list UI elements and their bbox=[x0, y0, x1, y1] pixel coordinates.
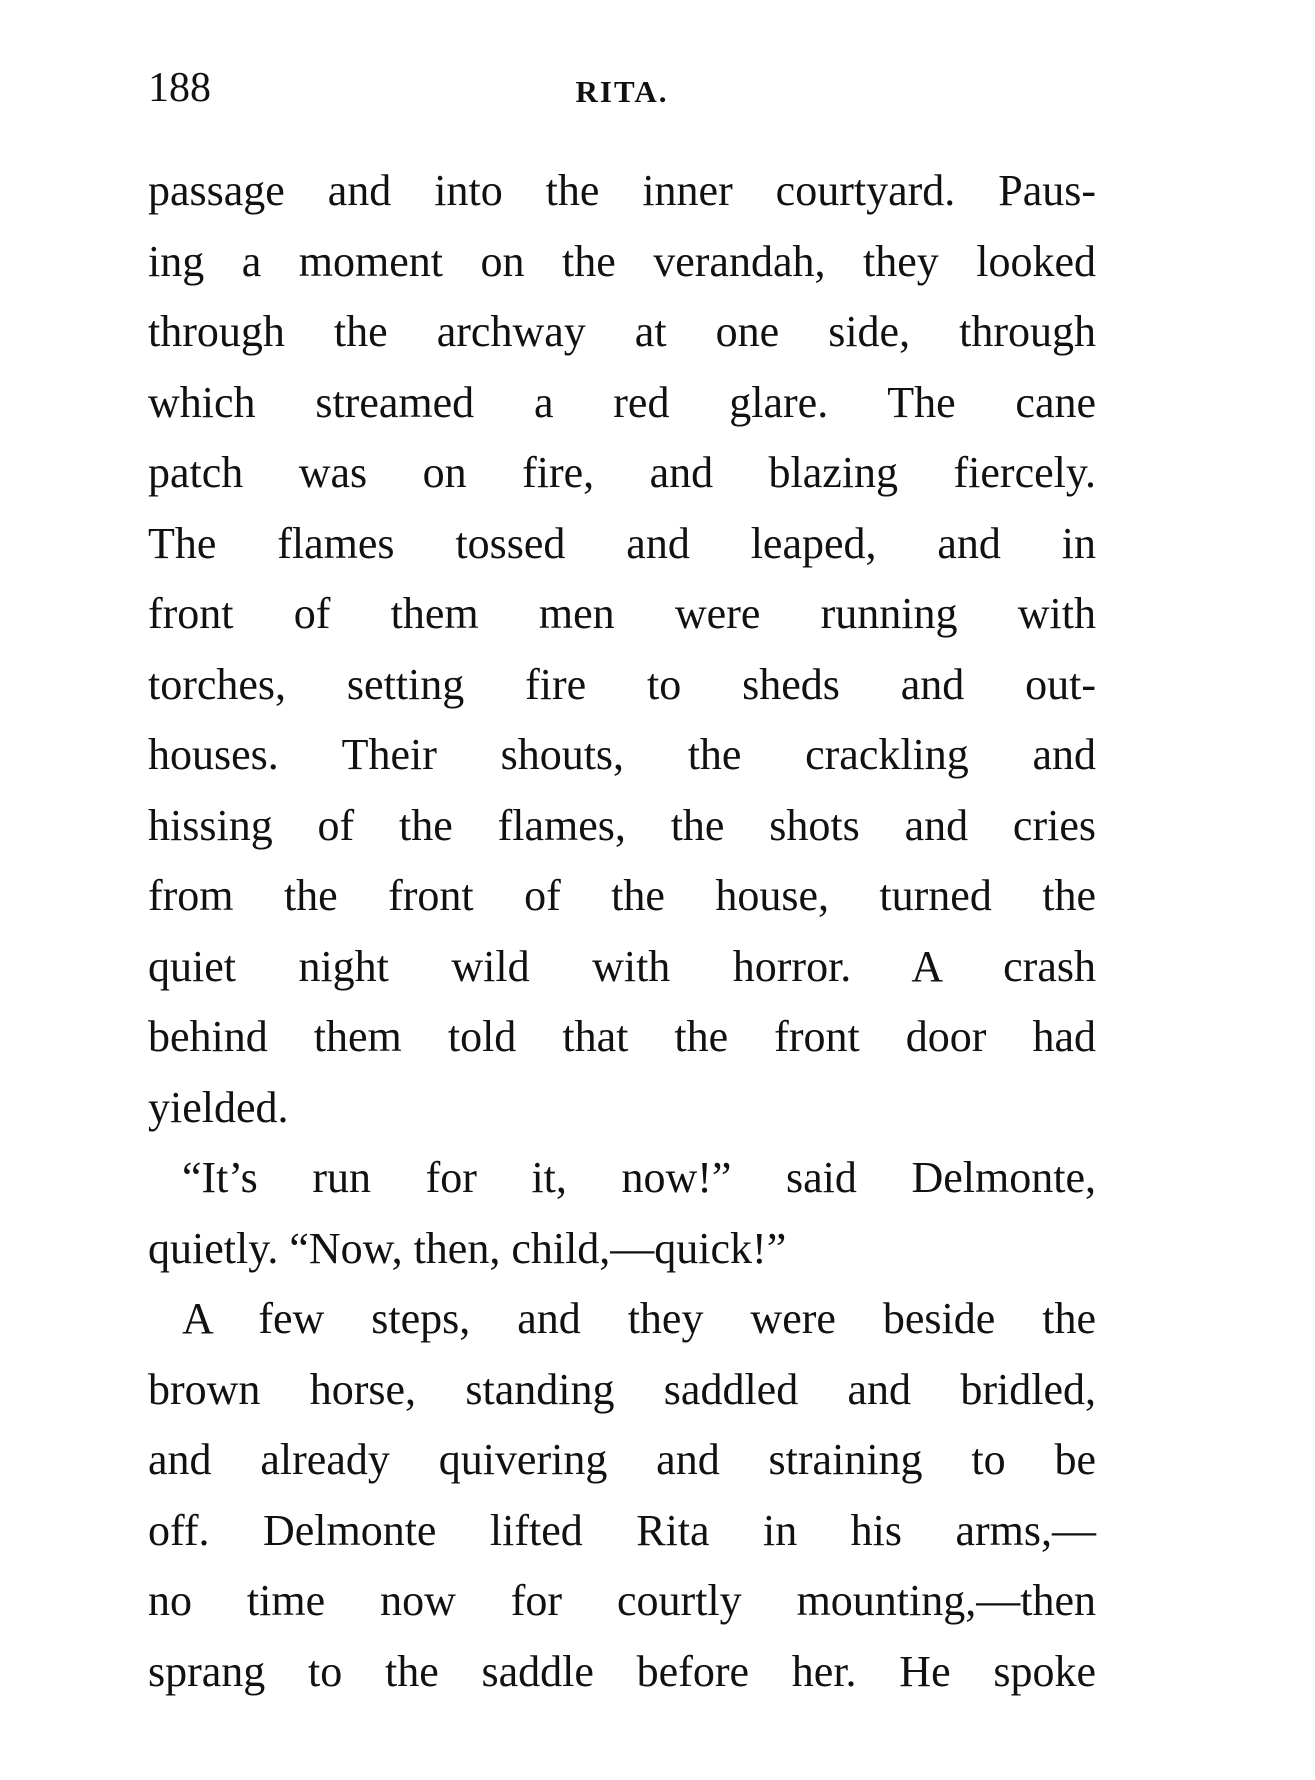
text-line: from the front of the house, turned the bbox=[148, 871, 1096, 920]
text-line: The flames tossed and leaped, and in bbox=[148, 518, 1096, 568]
text-line: A few steps, and they were beside the bbox=[182, 1294, 1096, 1343]
text-line: brown horse, standing saddled and bridled, bbox=[148, 1364, 1096, 1414]
text-line: houses. Their shouts, the crackling and bbox=[148, 730, 1096, 779]
text-line: ing a moment on the verandah, they looked bbox=[148, 236, 1096, 286]
text-line: “It’s run for it, now!” said Delmonte, bbox=[182, 1153, 1096, 1202]
text-line: off. Delmonte lifted Rita in his arms,— bbox=[148, 1505, 1096, 1555]
text-line: torches, setting fire to sheds and out- bbox=[148, 659, 1096, 709]
text-line: front of them men were running with bbox=[148, 589, 1096, 638]
text-line: passage and into the inner courtyard. Paus- bbox=[148, 166, 1096, 215]
text-line: sprang to the saddle before her. He spoke bbox=[148, 1646, 1096, 1696]
text-line: yielded. bbox=[148, 1082, 289, 1132]
text-line: which streamed a red glare. The cane bbox=[148, 377, 1096, 427]
text-line: patch was on fire, and blazing fiercely. bbox=[148, 448, 1096, 497]
text-line: through the archway at one side, through bbox=[148, 307, 1096, 356]
text-line: and already quivering and straining to be bbox=[148, 1435, 1096, 1484]
text-line: quietly. “Now, then, child,—quick!” bbox=[148, 1223, 787, 1273]
text-line: hissing of the flames, the shots and cries bbox=[148, 800, 1096, 850]
running-title: RITA. bbox=[575, 74, 669, 109]
paragraph bbox=[148, 156, 1096, 1143]
body-text bbox=[148, 156, 1096, 1707]
text-line: no time now for courtly mounting,—then bbox=[148, 1576, 1096, 1625]
text-line: behind them told that the front door had bbox=[148, 1012, 1096, 1061]
paragraph bbox=[148, 1284, 1096, 1707]
page-header bbox=[148, 58, 1096, 118]
page-number: 188 bbox=[148, 65, 211, 111]
paragraph bbox=[148, 1143, 1096, 1284]
text-line: quiet night wild with horror. A crash bbox=[148, 941, 1096, 991]
